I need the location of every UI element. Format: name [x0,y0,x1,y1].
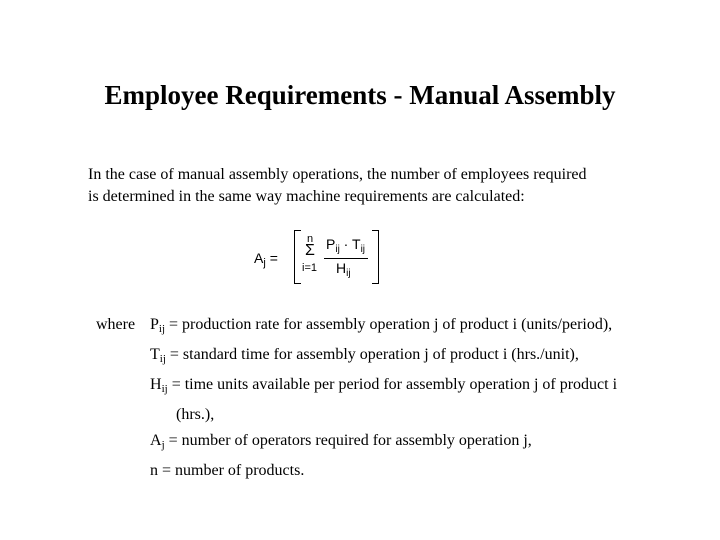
numerator-p-sub: ij [335,244,340,255]
definition-sub: ij [159,353,166,365]
where-label: where [96,316,136,333]
definition-text: = standard time for assembly operation j of product i (hrs./unit), [165,346,579,363]
formula-lhs [254,250,278,269]
definition-sub: ij [161,383,168,395]
formula-left-bracket [294,230,301,284]
numerator-p: P [326,236,336,252]
sum-upper-limit: n [307,233,314,245]
definition-text: = time units available per period for assembly operation j of product i [167,376,618,393]
definition-t [150,342,690,372]
numerator-t: T [352,236,361,252]
formula-lhs-symbol: A [254,250,264,266]
intro-line-2: is determined in the same way machine requirements are calculated: [88,188,525,205]
definition-sub: ij [158,323,166,335]
slide-title: Employee Requirements - Manual Assembly [104,80,616,110]
intro-paragraph [88,164,688,208]
definition-h [150,372,690,402]
definition-a [150,428,690,458]
formula-lhs-sub: j [263,257,266,269]
denominator-h: H [336,260,347,276]
sum-sign: Σ [305,242,315,259]
definition-symbol: P [150,316,159,333]
definition-p [150,312,690,342]
definition-symbol: H [150,376,162,393]
definition-symbol: A [150,432,162,449]
intro-line-1: In the case of manual assembly operations, the number of employees required [88,166,587,183]
formula-numerator [326,236,365,255]
numerator-t-sub: ij [360,244,366,255]
definition-text: = production rate for assembly operation j of product i (units/period), [165,316,613,333]
definition-text: = number of operators required for assembly operation j, [164,432,532,449]
sum-lower-limit: i=1 [302,262,317,274]
denominator-h-sub: ij [346,268,351,279]
employee-formula [254,228,394,288]
formula-denominator [336,260,351,279]
definition-sub: j [161,439,165,451]
fraction-line [324,258,368,259]
definition-n: n = number of products. [150,462,305,479]
definition-h-continuation: (hrs.), [176,406,215,423]
definition-symbol: T [150,346,160,363]
formula-right-bracket [372,230,379,284]
numerator-dot: · [339,236,352,252]
definition-list [150,312,690,484]
formula-equals: = [269,250,278,266]
